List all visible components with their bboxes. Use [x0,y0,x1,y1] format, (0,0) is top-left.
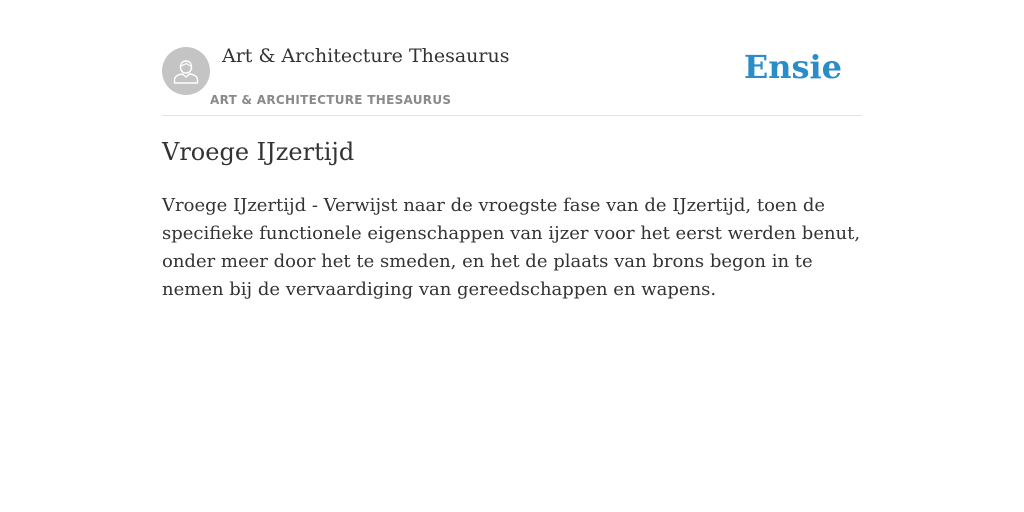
source-label: ART & ARCHITECTURE THESAURUS [210,93,452,107]
avatar[interactable] [162,47,210,95]
article-header [162,40,862,116]
user-avatar-icon [171,56,201,86]
page-title: Vroege IJzertijd [162,138,355,166]
author-name[interactable]: Art & Architecture Thesaurus [222,45,510,67]
brand-logo-link[interactable]: Ensie [743,48,842,86]
definition-text: Vroege IJzertijd - Verwijst naar de vroegste fase van de IJzertijd, toen de specifieke functionele eigenschappen van ijzer voor het eerst werden benut, onder meer door het te smeden, en het de plaats van brons begon in te nemen bij de vervaardiging van gereedschappen en wapens. [162,195,861,300]
